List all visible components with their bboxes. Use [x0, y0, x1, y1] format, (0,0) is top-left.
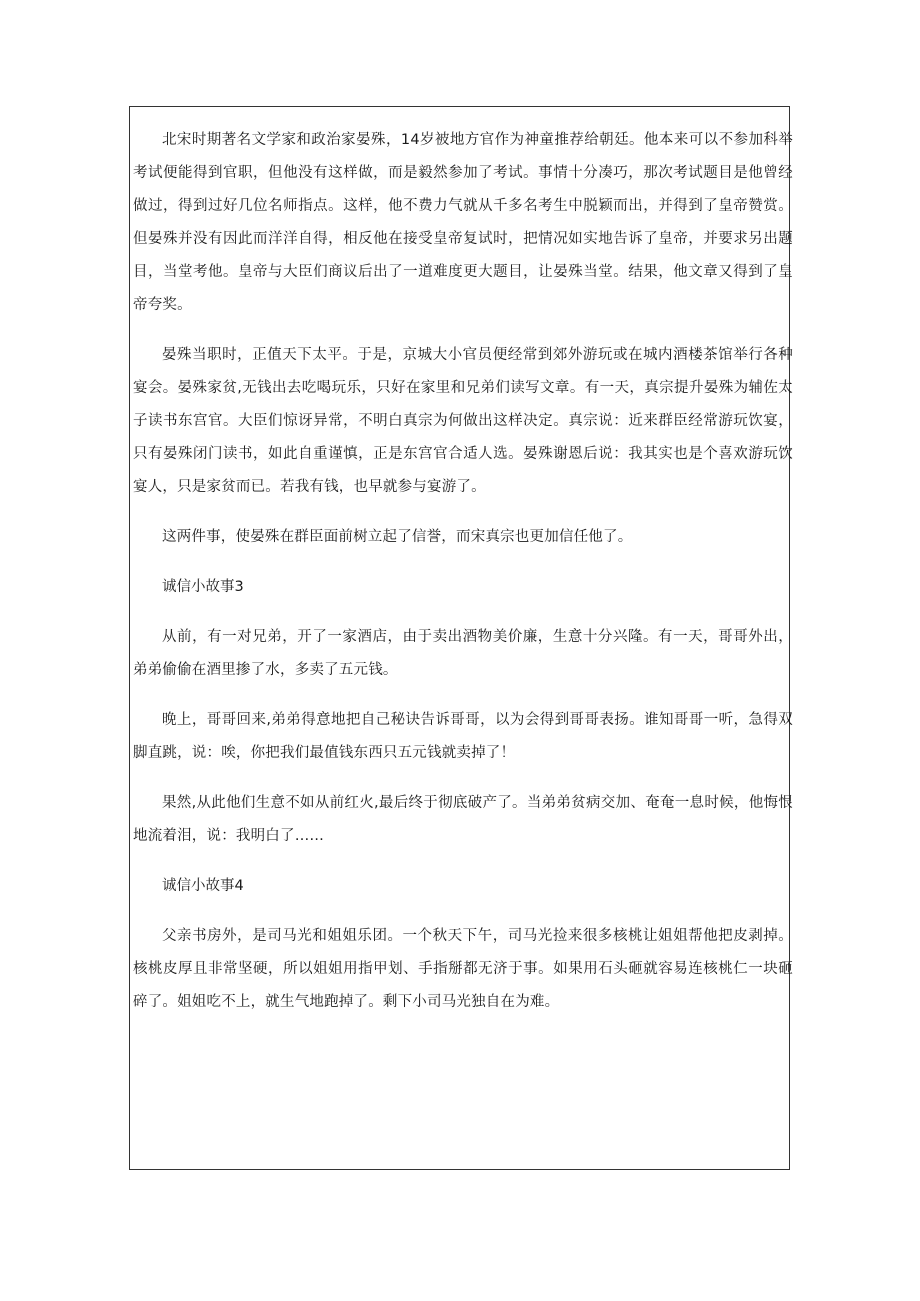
story-4-heading: 诚信小故事4	[162, 878, 244, 894]
paragraph-yanshu-exam: 北宋时期著名文学家和政治家晏殊，14岁被地方官作为神童推荐给朝廷。他本来可以不参加科举考试便能得到官职，但他没有这样做，而是毅然参加了考试。事情十分凑巧，那次考试题目是他曾经做过，得到过好几位名师指点。这样，他不费力气就从千多名考生中脱颖而出，并得到了皇帝赞赏。但晏殊并没有因此而洋洋自得，相反他在接受皇帝复试时，把情况如实地告诉了皇帝，并要求另出题目，当堂考他。皇帝与大臣们商议后出了一道难度更大题目，让晏殊当堂。结果，他文章又得到了皇帝夸奖。	[133, 132, 793, 313]
paragraph-brothers-evening: 晚上，哥哥回来,弟弟得意地把自己秘诀告诉哥哥，以为会得到哥哥表扬。谁知哥哥一听，急得双脚直跳，说：唉，你把我们最值钱东西只五元钱就卖掉了！	[133, 712, 793, 761]
paragraph-sima-guang: 父亲书房外，是司马光和姐姐乐团。一个秋天下午，司马光捡来很多核桃让姐姐帮他把皮剥掉。核桃皮厚且非常坚硬，所以姐姐用指甲划、手指掰都无济于事。如果用石头砸就容易连核桃仁一块砸碎了。姐姐吃不上，就生气地跑掉了。剩下小司马光独自在为难。	[133, 928, 793, 1010]
paragraph-yanshu-office: 晏殊当职时，正值天下太平。于是，京城大小官员便经常到郊外游玩或在城内酒楼茶馆举行各种宴会。晏殊家贫,无钱出去吃喝玩乐，只好在家里和兄弟们读写文章。有一天，真宗提升晏殊为辅佐太子读书东宫官。大臣们惊讶异常，不明白真宗为何做出这样决定。真宗说：近来群臣经常游玩饮宴，只有晏殊闭门读书，如此自重谨慎，正是东宫官合适人选。晏殊谢恩后说：我其实也是个喜欢游玩饮宴人，只是家贫而已。若我有钱，也早就参与宴游了。	[133, 347, 793, 495]
story-3-heading: 诚信小故事3	[162, 579, 244, 595]
paragraph-brothers-tavern: 从前，有一对兄弟，开了一家酒店，由于卖出酒物美价廉，生意十分兴隆。有一天，哥哥外出，弟弟偷偷在酒里掺了水，多卖了五元钱。	[133, 629, 793, 678]
document-body	[133, 124, 793, 1036]
paragraph-yanshu-trust: 这两件事，使晏殊在群臣面前树立起了信誉，而宋真宗也更加信任他了。	[162, 529, 633, 545]
paragraph-brothers-bankrupt: 果然,从此他们生意不如从前红火,最后终于彻底破产了。当弟弟贫病交加、奄奄一息时候，他悔恨地流着泪，说：我明白了……	[133, 795, 793, 844]
